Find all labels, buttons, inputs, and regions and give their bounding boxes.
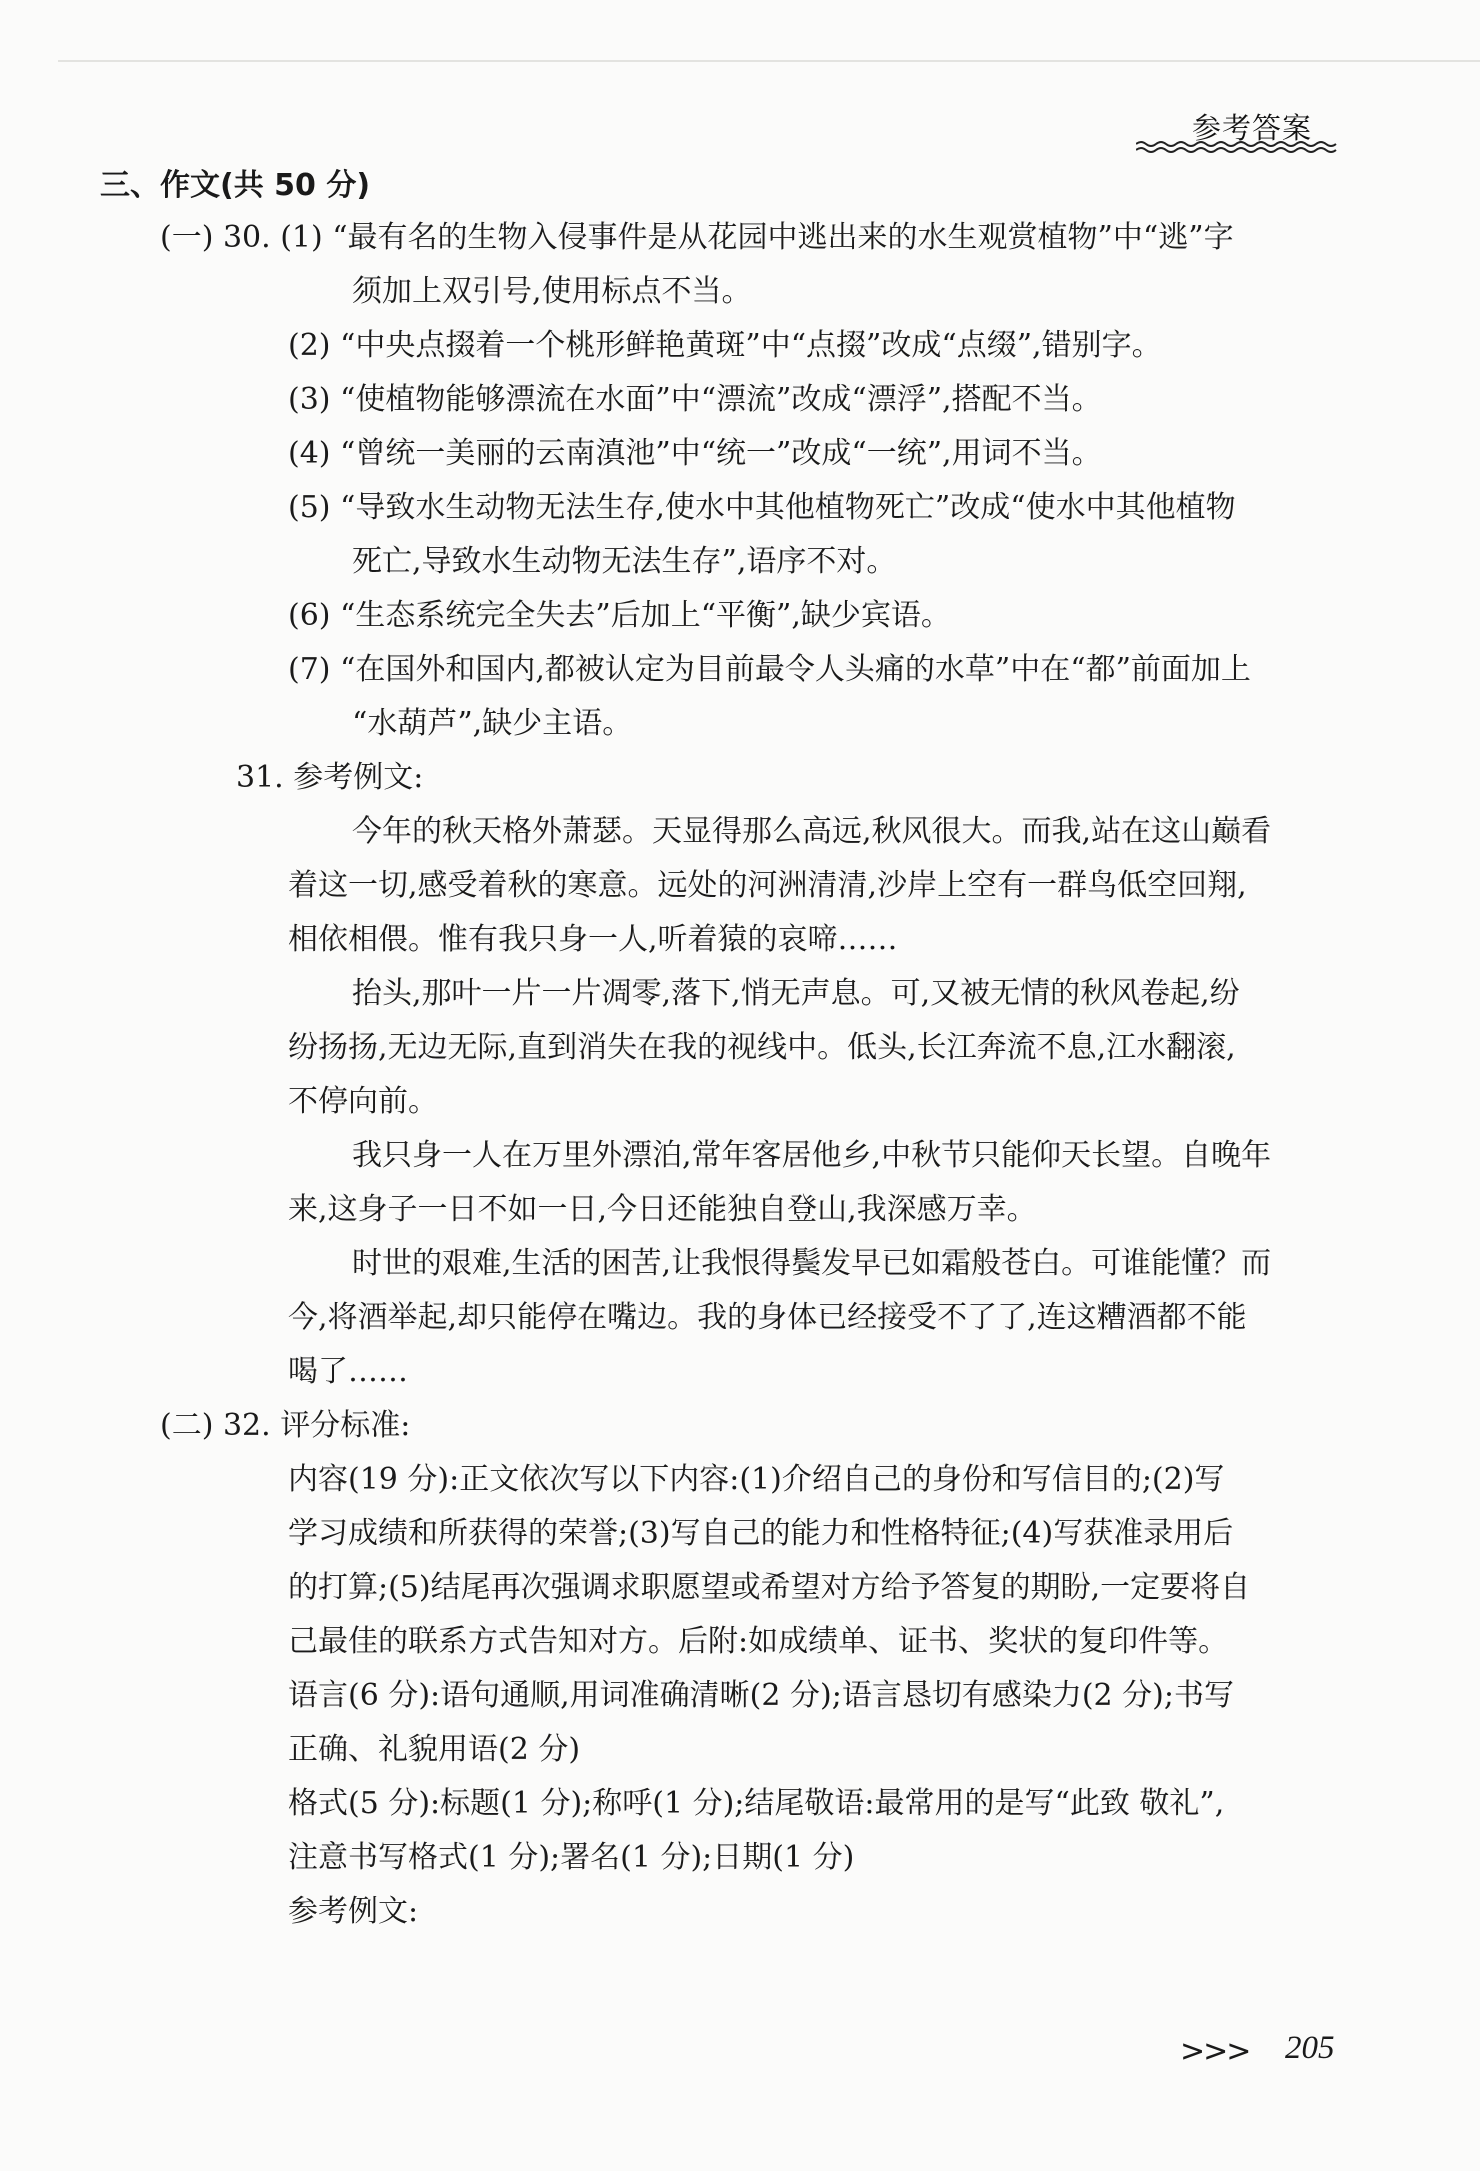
text-line: 正确、礼貌用语(2 分) [288, 1732, 581, 1767]
text-line: 内容(19 分):正文依次写以下内容:(1)介绍自己的身份和写信目的;(2)写 [288, 1462, 1225, 1497]
text-line: 时世的艰难,生活的困苦,让我恨得鬓发早已如霜般苍白。可谁能懂？而 [352, 1246, 1272, 1281]
text-line: 抬头,那叶一片一片凋零,落下,悄无声息。可,又被无情的秋风卷起,纷 [352, 976, 1240, 1011]
text-line: 纷扬扬,无边无际,直到消失在我的视线中。低头,长江奔流不息,江水翻滚, [288, 1030, 1236, 1065]
text-line: 己最佳的联系方式告知对方。后附:如成绩单、证书、奖状的复印件等。 [288, 1624, 1229, 1659]
text-line: 今年的秋天格外萧瑟。天显得那么高远,秋风很大。而我,站在这山巅看 [352, 814, 1272, 849]
header-label: 参考答案 [1191, 111, 1312, 145]
text-line: 来,这身子一日不如一日,今日还能独自登山,我深感万幸。 [288, 1192, 1037, 1227]
text-line: (3) “使植物能够漂流在水面”中“漂流”改成“漂浮”,搭配不当。 [288, 382, 1102, 417]
text-line: 死亡,导致水生动物无法生存”,语序不对。 [352, 544, 897, 579]
section-heading: 三、作文(共 50 分) [100, 168, 371, 203]
top-rule [58, 60, 1480, 62]
text-line: 参考例文: [288, 1894, 419, 1929]
text-line: 不停向前。 [288, 1084, 438, 1119]
text-line: 语言(6 分):语句通顺,用词准确清晰(2 分);语言恳切有感染力(2 分);书写 [288, 1678, 1234, 1713]
text-line: (一) 30. (1) “最有名的生物入侵事件是从花园中逃出来的水生观赏植物”中“逃”字 [160, 220, 1234, 255]
text-line: 须加上双引号,使用标点不当。 [352, 274, 752, 309]
footer-arrows: >>> [1180, 2034, 1250, 2069]
text-line: 今,将酒举起,却只能停在嘴边。我的身体已经接受不了了,连这糟酒都不能 [288, 1300, 1247, 1335]
text-line: 31. 参考例文: [236, 760, 424, 795]
page-number: 205 [1285, 2030, 1335, 2066]
text-line: (2) “中央点掇着一个桃形鲜艳黄斑”中“点掇”改成“点缀”,错别字。 [288, 328, 1162, 363]
text-line: “水葫芦”,缺少主语。 [352, 706, 633, 741]
text-line: (7) “在国外和国内,都被认定为目前最令人头痛的水草”中在“都”前面加上 [288, 652, 1251, 687]
text-line: (二) 32. 评分标准: [160, 1408, 411, 1443]
text-line: 相依相偎。惟有我只身一人,听着猿的哀啼…… [288, 922, 898, 957]
text-line: (5) “导致水生动物无法生存,使水中其他植物死亡”改成“使水中其他植物 [288, 490, 1236, 525]
text-line: (6) “生态系统完全失去”后加上“平衡”,缺少宾语。 [288, 598, 951, 633]
text-line: 格式(5 分):标题(1 分);称呼(1 分);结尾敬语:最常用的是写“此致 敬礼”, [288, 1786, 1225, 1821]
header-wave-decoration [1136, 140, 1338, 154]
text-line: 喝了…… [288, 1354, 408, 1389]
text-line: (4) “曾统一美丽的云南滇池”中“统一”改成“一统”,用词不当。 [288, 436, 1102, 471]
text-line: 注意书写格式(1 分);署名(1 分);日期(1 分) [288, 1840, 855, 1875]
text-line: 的打算;(5)结尾再次强调求职愿望或希望对方给予答复的期盼,一定要将自 [288, 1570, 1251, 1605]
text-line: 着这一切,感受着秋的寒意。远处的河洲清清,沙岸上空有一群鸟低空回翔, [288, 868, 1247, 903]
text-line: 我只身一人在万里外漂泊,常年客居他乡,中秋节只能仰天长望。自晚年 [352, 1138, 1272, 1173]
text-line: 学习成绩和所获得的荣誉;(3)写自己的能力和性格特征;(4)写获准录用后 [288, 1516, 1234, 1551]
